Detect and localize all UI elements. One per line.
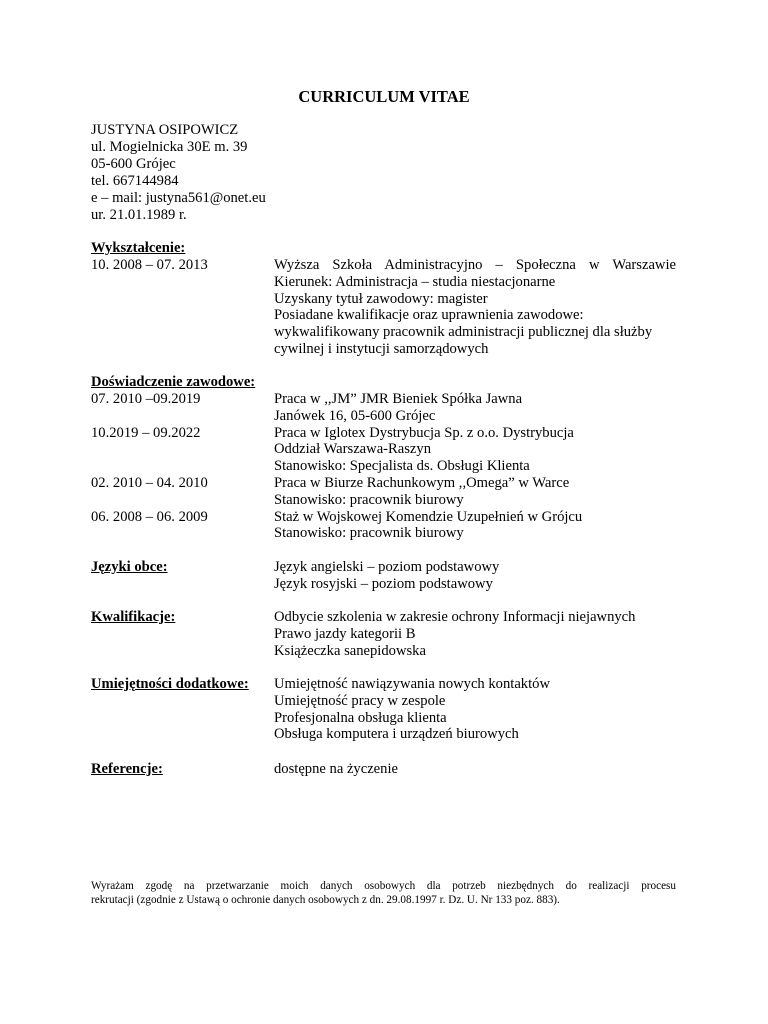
experience-period: 02. 2010 – 04. 2010	[91, 474, 208, 491]
qualifications-heading: Kwalifikacje:	[91, 609, 176, 625]
consent-clause	[91, 879, 676, 907]
language-item: Język angielski – poziom podstawowy	[274, 559, 500, 575]
languages-heading: Języki obce:	[91, 559, 168, 575]
education-line: wykwalifikowany pracownik administracji publicznej dla służby	[274, 324, 653, 341]
skill-item: Umiejętność nawiązywania nowych kontaktów	[274, 676, 550, 692]
references-section	[91, 761, 676, 778]
consent-line: rekrutacji (zgodnie z Ustawą o ochronie danych osobowych z dn. 29.08.1997 r. Dz. U. Nr 133 poz. 883).	[91, 894, 560, 907]
experience-line: Praca w ,,JM” JMR Bieniek Spółka Jawna	[274, 391, 523, 407]
references-heading: Referencje:	[91, 761, 163, 777]
qualification-item: Książeczka sanepidowska	[274, 642, 426, 659]
experience-entry	[91, 475, 676, 509]
contact-birthdate: ur. 21.01.1989 r.	[91, 207, 187, 223]
experience-entry	[91, 425, 676, 475]
education-line: Kierunek: Administracja – studia niestacjonarne	[274, 273, 556, 290]
experience-line: Janówek 16, 05-600 Grójec	[274, 407, 436, 424]
skill-item: Profesjonalna obsługa klienta	[274, 709, 447, 726]
contact-email: e – mail: justyna561@onet.eu	[91, 190, 266, 206]
education-line: Uzyskany tytuł zawodowy: magister	[274, 290, 488, 307]
experience-line: Staż w Wojskowej Komendzie Uzupełnień w Grójcu	[274, 508, 583, 525]
education-line: cywilnej i instytucji samorządowych	[274, 340, 489, 357]
references-text: dostępne na życzenie	[274, 761, 398, 777]
experience-period: 06. 2008 – 06. 2009	[91, 508, 208, 525]
experience-period: 10.2019 – 09.2022	[91, 424, 201, 441]
contact-city: 05-600 Grójec	[91, 156, 176, 172]
education-entry	[91, 257, 676, 358]
experience-line: Stanowisko: Specjalista ds. Obsługi Klienta	[274, 458, 530, 475]
qualification-item: Odbycie szkolenia w zakresie ochrony Informacji niejawnych	[274, 609, 636, 625]
education-heading: Wykształcenie:	[91, 240, 186, 256]
education-line: Posiadane kwalifikacje oraz uprawnienia zawodowe:	[274, 307, 584, 324]
education-details	[274, 257, 676, 358]
contact-street: ul. Mogielnicka 30E m. 39	[91, 139, 248, 155]
skill-item: Obsługa komputera i urządzeń biurowych	[274, 726, 519, 743]
contact-block	[91, 122, 266, 224]
skill-item: Umiejętność pracy w zespole	[274, 692, 446, 709]
skills-section	[91, 676, 676, 743]
qualification-item: Prawo jazdy kategorii B	[274, 625, 416, 642]
experience-period: 07. 2010 –09.2019	[91, 391, 201, 407]
experience-line: Stanowisko: pracownik biurowy	[274, 491, 464, 508]
contact-name: JUSTYNA OSIPOWICZ	[91, 122, 239, 138]
experience-line: Praca w Iglotex Dystrybucja Sp. z o.o. Dystrybucja	[274, 424, 574, 441]
contact-phone: tel. 667144984	[91, 173, 179, 189]
experience-heading: Doświadczenie zawodowe:	[91, 374, 256, 390]
experience-entry	[91, 391, 676, 425]
skills-heading: Umiejętności dodatkowe:	[91, 676, 249, 692]
education-line: Wyższa Szkoła Administracyjno – Społeczna w Warszawie	[274, 257, 676, 273]
experience-entry	[91, 509, 676, 543]
consent-line: Wyrażam zgodę na przetwarzanie moich danych osobowych dla potrzeb niezbędnych do realizacji procesu	[91, 880, 676, 892]
experience-section	[91, 374, 676, 542]
experience-line: Oddział Warszawa-Raszyn	[274, 441, 431, 458]
languages-section	[91, 559, 676, 593]
education-section	[91, 240, 676, 358]
language-item: Język rosyjski – poziom podstawowy	[274, 575, 493, 592]
qualifications-section	[91, 609, 676, 659]
experience-line: Stanowisko: pracownik biurowy	[274, 525, 464, 542]
experience-line: Praca w Biurze Rachunkowym ,,Omega” w Warce	[274, 474, 570, 491]
education-period: 10. 2008 – 07. 2013	[91, 257, 208, 273]
page-title: CURRICULUM VITAE	[298, 87, 470, 106]
